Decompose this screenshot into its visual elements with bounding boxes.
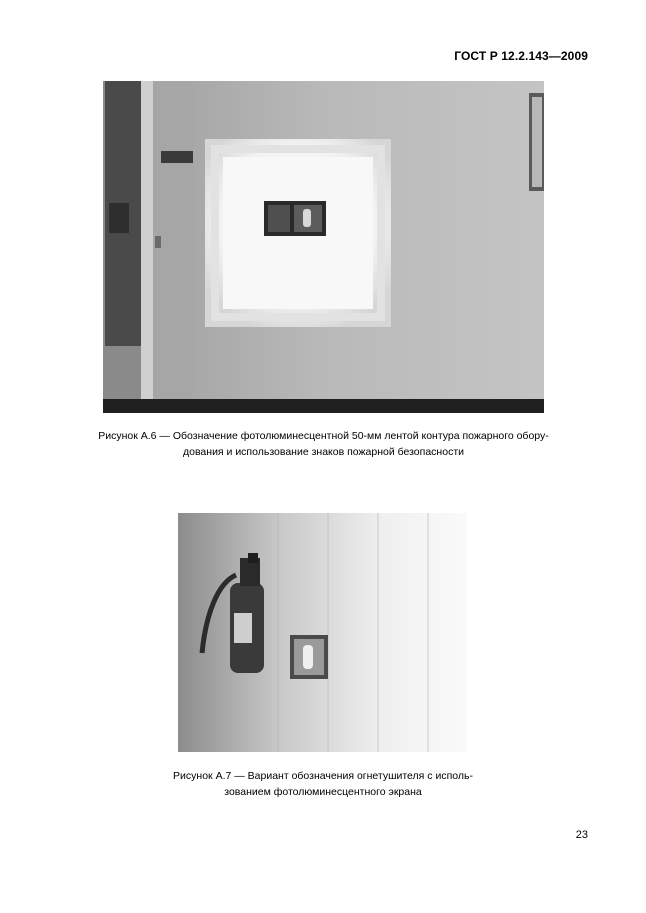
figure-a7-caption-line2: зованием фотолюминесцентного экрана <box>224 786 422 798</box>
figure-a7-caption <box>160 768 486 800</box>
figure-a6-caption-line1: Рисунок А.6 — Обозначение фотолюминесцентной 50-мм лентой контура пожарного обору- <box>98 430 549 442</box>
figure-a6-photo <box>103 81 544 413</box>
figure-a7-photo <box>178 513 467 752</box>
document-header: ГОСТ Р 12.2.143—2009 <box>454 49 588 63</box>
figure-a7-caption-line1: Рисунок А.7 — Вариант обозначения огнетушителя с исполь- <box>173 770 473 782</box>
figure-a6-caption-line2: дования и использование знаков пожарной безопасности <box>183 446 464 458</box>
page-number: 23 <box>575 829 588 841</box>
figure-a6-caption <box>96 428 551 460</box>
